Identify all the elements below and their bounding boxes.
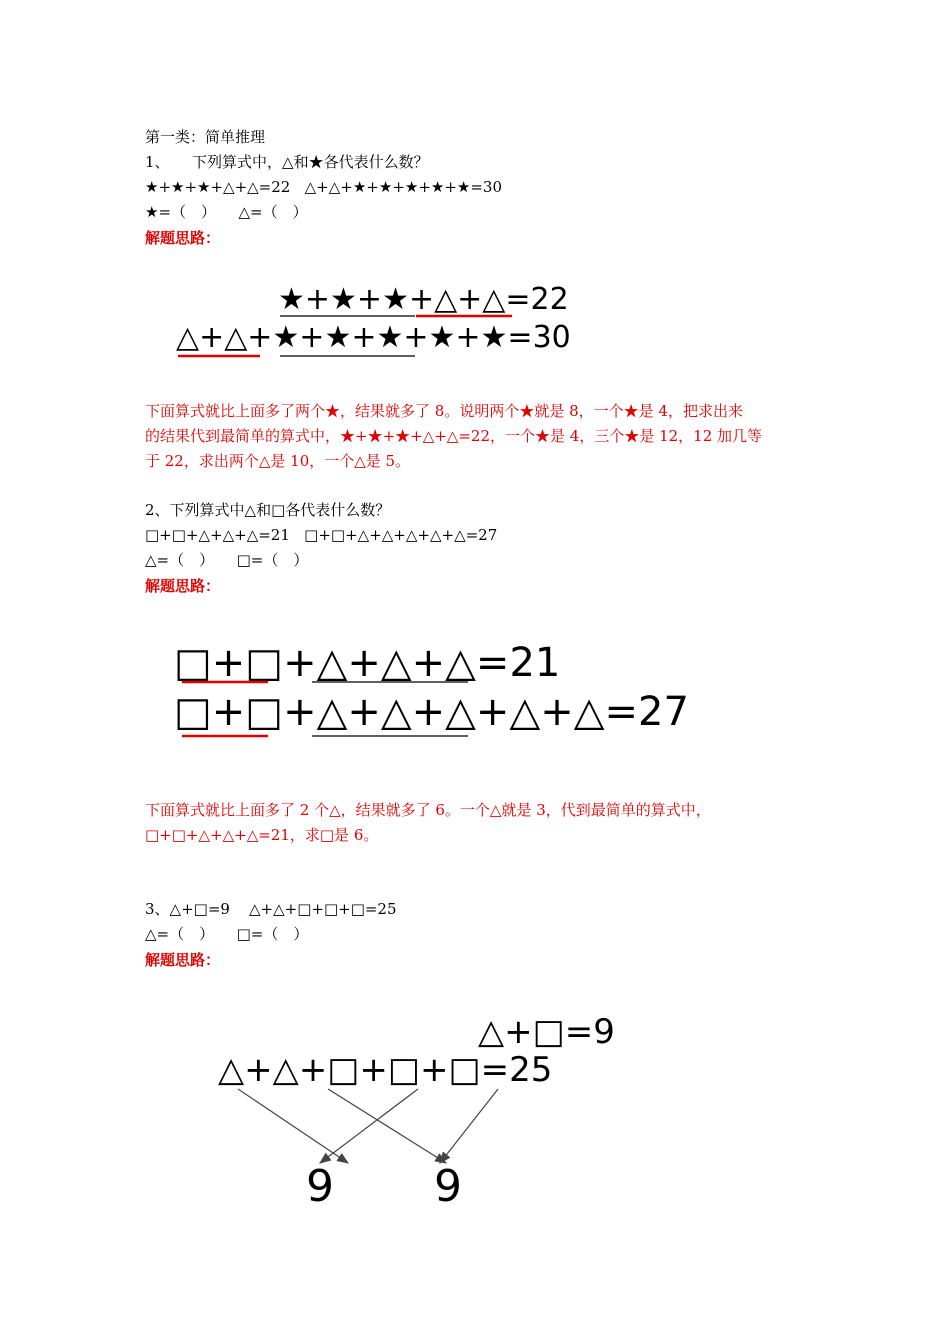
- problem-1-question: 1、 下列算式中，△和★各代表什么数？: [145, 153, 429, 171]
- problem-3-figure: [200, 1005, 720, 1215]
- problem-1-explanation-line-3: 于 22，求出两个△是 10，一个△是 5。: [145, 452, 411, 470]
- figure-3-arrow-square-1: [320, 1089, 418, 1163]
- problem-1-blanks: ★=（ ） △=（ ）: [145, 203, 308, 221]
- figure-1-equation-bottom: △+△+★+★+★+★+★=30: [176, 320, 571, 355]
- figure-1-equation-top: ★+★+★+△+△=22: [278, 282, 569, 317]
- problem-1-equations: ★+★+★+△+△=22 △+△+★+★+★+★+★=30: [145, 178, 503, 196]
- figure-3-arrow-square-2: [440, 1089, 498, 1163]
- figure-3-result-left: 9: [306, 1161, 334, 1212]
- problem-2-hint-label: 解题思路：: [145, 577, 221, 595]
- figure-2-equation-top: □+□+△+△+△=21: [174, 640, 561, 686]
- figure-3-arrow-triangle-1: [238, 1089, 348, 1163]
- section-title: 第一类：简单推理: [145, 128, 266, 146]
- problem-3-blanks: △=（ ） □=（ ）: [145, 925, 309, 943]
- problem-1-explanation-line-1: 下面算式就比上面多了两个★，结果就多了 8。说明两个★就是 8，一个★是 4，把求出来: [145, 402, 743, 420]
- problem-3-hint-label: 解题思路：: [145, 951, 221, 969]
- problem-2-question: 2、下列算式中△和□各代表什么数？: [145, 501, 391, 519]
- problem-3-question: 3、△+□=9 △+△+□+□+□=25: [145, 900, 397, 918]
- problem-2-figure: [160, 630, 700, 750]
- problem-2-explanation-line-2: □+□+△+△+△=21，求□是 6。: [145, 826, 379, 844]
- problem-2-blanks: △=（ ） □=（ ）: [145, 551, 309, 569]
- figure-3-result-right: 9: [434, 1161, 462, 1212]
- problem-2-equations: □+□+△+△+△=21 □+□+△+△+△+△+△=27: [145, 526, 498, 544]
- figure-3-equation-top: △+□=9: [478, 1012, 615, 1052]
- figure-3-equation-bottom: △+△+□+□+□=25: [218, 1050, 553, 1090]
- problem-2-explanation-line-1: 下面算式就比上面多了 2 个△，结果就多了 6。一个△就是 3，代到最简单的算式中，: [145, 801, 711, 819]
- figure-3-arrow-triangle-2: [328, 1089, 446, 1163]
- problem-1-explanation-line-2: 的结果代到最简单的算式中，★+★+★+△+△=22，一个★是 4，三个★是 12，12 加几等: [145, 427, 763, 445]
- problem-1-figure: [160, 272, 610, 372]
- problem-1-hint-label: 解题思路：: [145, 229, 221, 247]
- figure-2-equation-bottom: □+□+△+△+△+△+△=27: [174, 689, 689, 735]
